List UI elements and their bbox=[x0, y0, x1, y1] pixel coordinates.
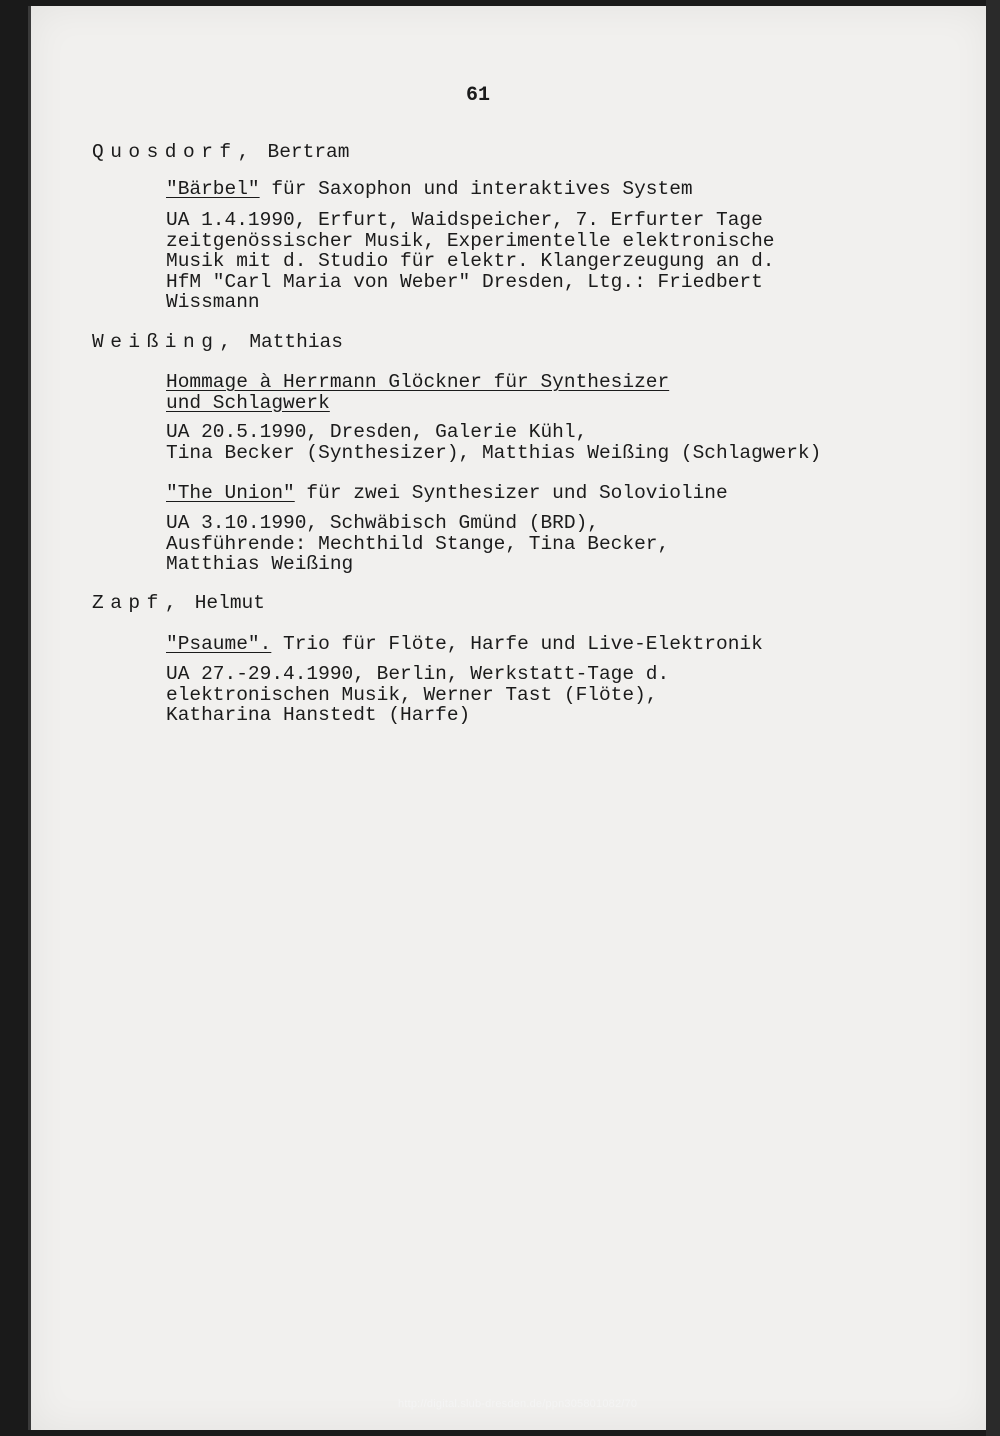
page-edge-shadow bbox=[986, 0, 1000, 1436]
source-url: http://digital.slub-dresden.de/ppn305801082/70 bbox=[398, 1398, 638, 1410]
work-title-line: Hommage à Herrmann Glöckner für Synthesizer bbox=[166, 371, 670, 393]
premiere-line: zeitgenössischer Musik, Experimentelle elektronische bbox=[166, 229, 775, 252]
work-title bbox=[166, 483, 728, 504]
premiere-line: UA 1.4.1990, Erfurt, Waidspeicher, 7. Erfurter Tage bbox=[166, 209, 763, 231]
premiere-line: Katharina Hanstedt (Harfe) bbox=[166, 704, 471, 726]
premiere-line: Ausführende: Mechthild Stange, Tina Becker, bbox=[166, 532, 670, 555]
composer-heading: Zapf, Helmut bbox=[92, 592, 265, 614]
premiere-info bbox=[166, 210, 775, 313]
composer-heading: Weißing, Matthias bbox=[92, 331, 343, 353]
premiere-info bbox=[166, 422, 821, 463]
premiere-line: Wissmann bbox=[166, 291, 260, 313]
composer-firstname: Matthias bbox=[249, 331, 343, 353]
work-title bbox=[166, 179, 693, 200]
premiere-line: Matthias Weißing bbox=[166, 553, 354, 575]
page-number: 61 bbox=[466, 84, 491, 107]
work-title bbox=[166, 634, 763, 655]
work-title-underlined: "Psaume". bbox=[166, 633, 272, 655]
premiere-line: Musik mit d. Studio für elektr. Klangerzeugung an d. bbox=[166, 250, 775, 272]
premiere-line: UA 20.5.1990, Dresden, Galerie Kühl, bbox=[166, 421, 588, 443]
premiere-line: HfM "Carl Maria von Weber" Dresden, Ltg.: Friedbert bbox=[166, 270, 763, 293]
premiere-line: Tina Becker (Synthesizer), Matthias Weißing (Schlagwerk) bbox=[166, 441, 822, 464]
work-title-underlined: "The Union" bbox=[166, 482, 295, 504]
work-title-line: und Schlagwerk bbox=[166, 391, 330, 414]
work-title-rest: für zwei Synthesizer und Solovioline bbox=[294, 482, 728, 504]
work-title-rest: für Saxophon und interaktives System bbox=[259, 178, 693, 200]
work-title-rest: Trio für Flöte, Harfe und Live-Elektronik bbox=[271, 633, 763, 655]
premiere-info bbox=[166, 513, 669, 575]
composer-heading: Quosdorf, Bertram bbox=[92, 141, 350, 163]
work-title bbox=[166, 372, 669, 413]
premiere-line: UA 27.-29.4.1990, Berlin, Werkstatt-Tage d. bbox=[166, 663, 670, 685]
composer-surname: Quosdorf bbox=[92, 141, 238, 163]
premiere-info bbox=[166, 664, 669, 726]
composer-surname: Zapf bbox=[92, 592, 165, 614]
composer-firstname: Helmut bbox=[194, 592, 265, 614]
premiere-line: elektronischen Musik, Werner Tast (Flöte), bbox=[166, 683, 658, 706]
premiere-line: UA 3.10.1990, Schwäbisch Gmünd (BRD), bbox=[166, 512, 599, 534]
composer-firstname: Bertram bbox=[267, 141, 350, 163]
work-title-underlined: "Bärbel" bbox=[166, 178, 260, 200]
composer-surname: Weißing bbox=[92, 331, 220, 353]
